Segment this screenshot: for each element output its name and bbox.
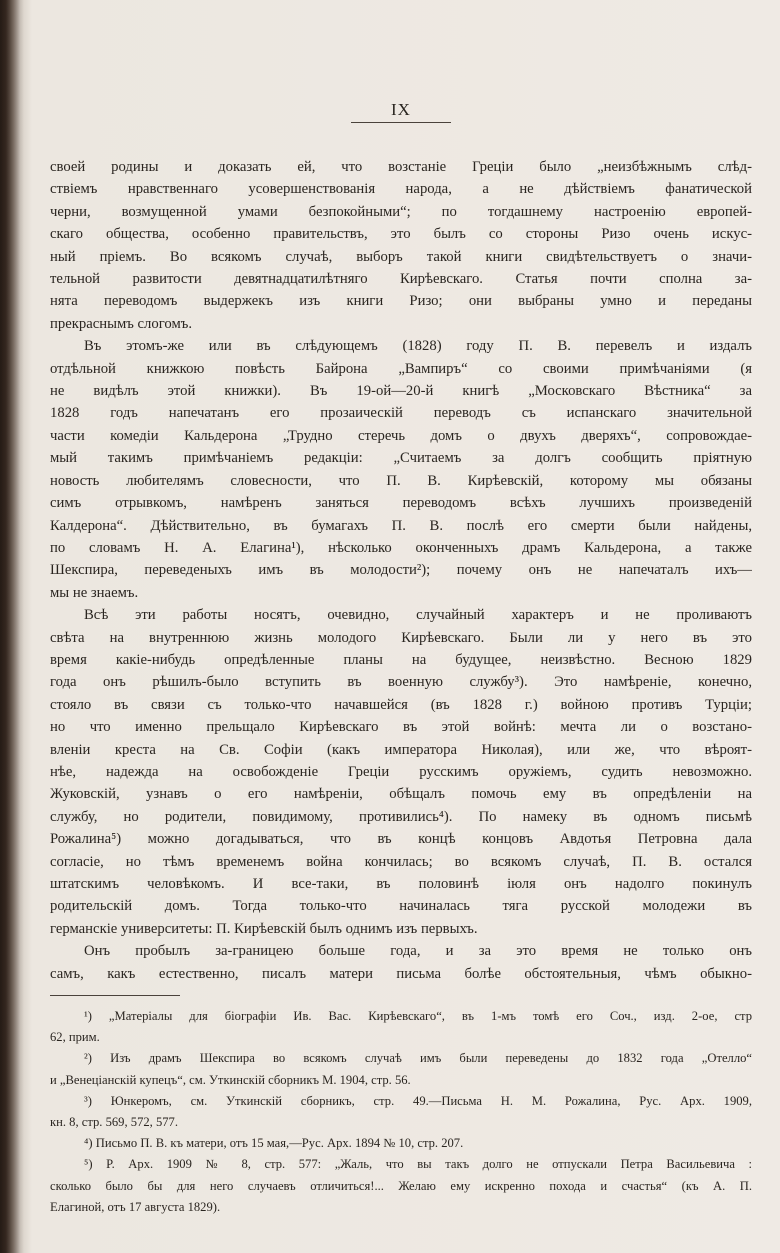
footnote-line: и „Венеціанскій купецъ“, см. Уткинскій сборникъ М. 1904, стр. 56. — [50, 1072, 411, 1087]
text-line: ствіемъ нравственнаго усовершенствованія народа, а не дѣйствіемъ фанатической — [50, 181, 752, 198]
text-line: но что именно прельщало Кирѣевскаго въ этой войнѣ: мечта ли о возстано- — [50, 719, 752, 736]
text-line: не видѣлъ этой книжки). Въ 19-ой—20-й книгѣ „Московскаго Вѣстника“ за — [50, 383, 752, 400]
text-line: стояло въ связи съ только-что начавшейся (въ 1828 г.) войною противъ Турціи; — [50, 696, 752, 713]
text-line: прекраснымъ слогомъ. — [50, 315, 193, 332]
text-line: родительскій домъ. Тогда только-что начиналась тяга русской молодежи въ — [50, 898, 752, 915]
text-line: нѣе, надежда на освобожденіе Греціи русскимъ оружіемъ, судить невозможно. — [50, 763, 752, 780]
text-line: Въ этомъ-же или въ слѣдующемъ (1828) году П. В. перевелъ и издалъ — [84, 338, 752, 355]
text-line: мы не знаемъ. — [50, 584, 139, 601]
text-line: Шекспира, переведеныхъ имъ въ молодости²); почему онъ не напечаталъ ихъ— — [50, 562, 752, 579]
footnote-line: ³) Юнкеромъ, см. Уткинскій сборникъ, стр. 49.—Письма Н. М. Рожалина, Рус. Арх. 1909, — [84, 1093, 752, 1108]
text-line: своей родины и доказать ей, что возстаніе Греціи было „неизбѣжнымъ слѣд- — [50, 159, 752, 175]
text-line: согласіе, но тѣмъ временемъ война кончилась; во всякомъ случаѣ, П. В. остался — [50, 853, 752, 870]
footnote-line: сколько было бы для него случаевъ отличиться!... Желаю ему искренно похода и счастья“ (къ А. П. — [50, 1178, 752, 1193]
footnotes — [50, 1006, 752, 1218]
paragraph-2 — [50, 335, 752, 604]
footnote-line: ⁵) Р. Арх. 1909 № 8, стр. 577: „Жаль, что вы такъ долго не отпускали Петра Васильевича : — [84, 1157, 752, 1172]
text-line: мый такимъ примѣчаніемъ редакціи: „Считаемъ за долгъ сообщить пріятную — [50, 450, 752, 467]
text-line: службу, но родители, повидимому, противились⁴). По намеку въ одномъ письмѣ — [50, 808, 752, 825]
text-line: штатскимъ человѣкомъ. И все-таки, въ половинѣ іюля онъ надолго покинулъ — [50, 876, 752, 892]
text-line: новость любителямъ словесности, что П. В. Кирѣевскій, которому мы обязаны — [50, 472, 752, 489]
text-line: свѣта на внутреннюю жизнь молодого Кирѣевскаго. Были ли у него въ это — [50, 629, 752, 646]
text-line: черни, возмущенной умами безпокойными“; по тогдашнему настроенію европей- — [50, 203, 752, 220]
text-line: самъ, какъ естественно, писалъ матери письма болѣе обстоятельныя, чѣмъ обыкно- — [50, 965, 752, 982]
text-line: вленіи креста на Св. Софіи (какъ императора Николая), или же, что вѣроят- — [50, 741, 752, 758]
text-line: скаго общества, особенно правительствъ, это былъ со стороны Ризо очень искус- — [50, 226, 752, 243]
footnote-5 — [50, 1154, 752, 1218]
binding-shadow — [0, 0, 24, 1253]
footnote-3 — [50, 1091, 752, 1133]
footnote-line: Елагиной, отъ 17 августа 1829). — [50, 1199, 221, 1214]
paragraph-3 — [50, 604, 752, 940]
page-header — [50, 100, 752, 126]
page-number: IX — [351, 100, 451, 123]
main-text — [50, 156, 752, 985]
text-line: Всѣ эти работы носятъ, очевидно, случайный характеръ и не проливаютъ — [84, 607, 752, 624]
text-line: Рожалина⁵) можно догадываться, что въ концѣ концовъ Авдотья Петровна дала — [50, 831, 752, 848]
page-content — [50, 100, 752, 1218]
footnote-line: 62, прим. — [50, 1030, 100, 1045]
text-line: Калдерона“. Дѣйствительно, въ бумагахъ П. В. послѣ его смерти были найдены, — [50, 517, 752, 534]
text-line: Жуковскій, узнавъ о его намѣреніи, обѣщалъ помочь ему въ опредѣленіи на — [50, 786, 752, 803]
footnote-1 — [50, 1006, 752, 1048]
paragraph-1 — [50, 156, 752, 335]
text-line: германскіе университеты: П. Кирѣевскій былъ однимъ изъ первыхъ. — [50, 920, 478, 937]
text-line: отдѣльной книжкою повѣсть Байрона „Вампиръ“ со своими примѣчаніями (я — [50, 360, 752, 377]
text-line: года онъ рѣшилъ-было вступить въ военную службу³). Это намѣреніе, конечно, — [50, 674, 752, 691]
text-line: ный пріемъ. Во всякомъ случаѣ, выборъ такой книги свидѣтельствуетъ о значи- — [50, 248, 752, 265]
footnote-line: кн. 8, стр. 569, 572, 577. — [50, 1115, 179, 1130]
text-line: симъ отрывкомъ, намѣренъ заняться переводомъ всѣхъ лучшихъ произведеній — [50, 495, 752, 512]
text-line: части комедіи Кальдерона „Трудно стеречь домъ о двухъ дверяхъ“, сопровождае- — [50, 427, 752, 444]
footnote-4 — [50, 1133, 752, 1154]
paragraph-4 — [50, 940, 752, 985]
text-line: по словамъ Н. А. Елагина¹), нѣсколько оконченныхъ драмъ Кальдерона, а также — [50, 539, 752, 556]
footnote-line: ⁴) Письмо П. В. къ матери, отъ 15 мая,—Рус. Арх. 1894 № 10, стр. 207. — [84, 1136, 464, 1151]
text-line: тельной развитости девятнадцатилѣтняго Кирѣевскаго. Статья почти сполна за- — [50, 271, 752, 288]
text-line: Онъ пробылъ за-границею больше года, и за это время не только онъ — [84, 943, 752, 960]
text-line: 1828 годъ напечатанъ его прозаическій переводъ съ испанскаго значительной — [50, 405, 752, 422]
text-line: нята переводомъ выдержекъ изъ книги Ризо; они выбраны умно и переданы — [50, 293, 752, 310]
footnote-2 — [50, 1048, 752, 1090]
footnote-divider — [50, 995, 180, 996]
footnote-line: ²) Изъ драмъ Шекспира во всякомъ случаѣ имъ были переведены до 1832 года „Отелло“ — [84, 1051, 752, 1066]
footnote-line: ¹) „Матеріалы для біографіи Ив. Вас. Кирѣевскаго“, въ 1-мъ томѣ его Соч., изд. 2-ое, стр — [84, 1009, 752, 1024]
text-line: время какіе-нибудь опредѣленные планы на будущее, неизвѣстно. Весною 1829 — [50, 651, 752, 668]
